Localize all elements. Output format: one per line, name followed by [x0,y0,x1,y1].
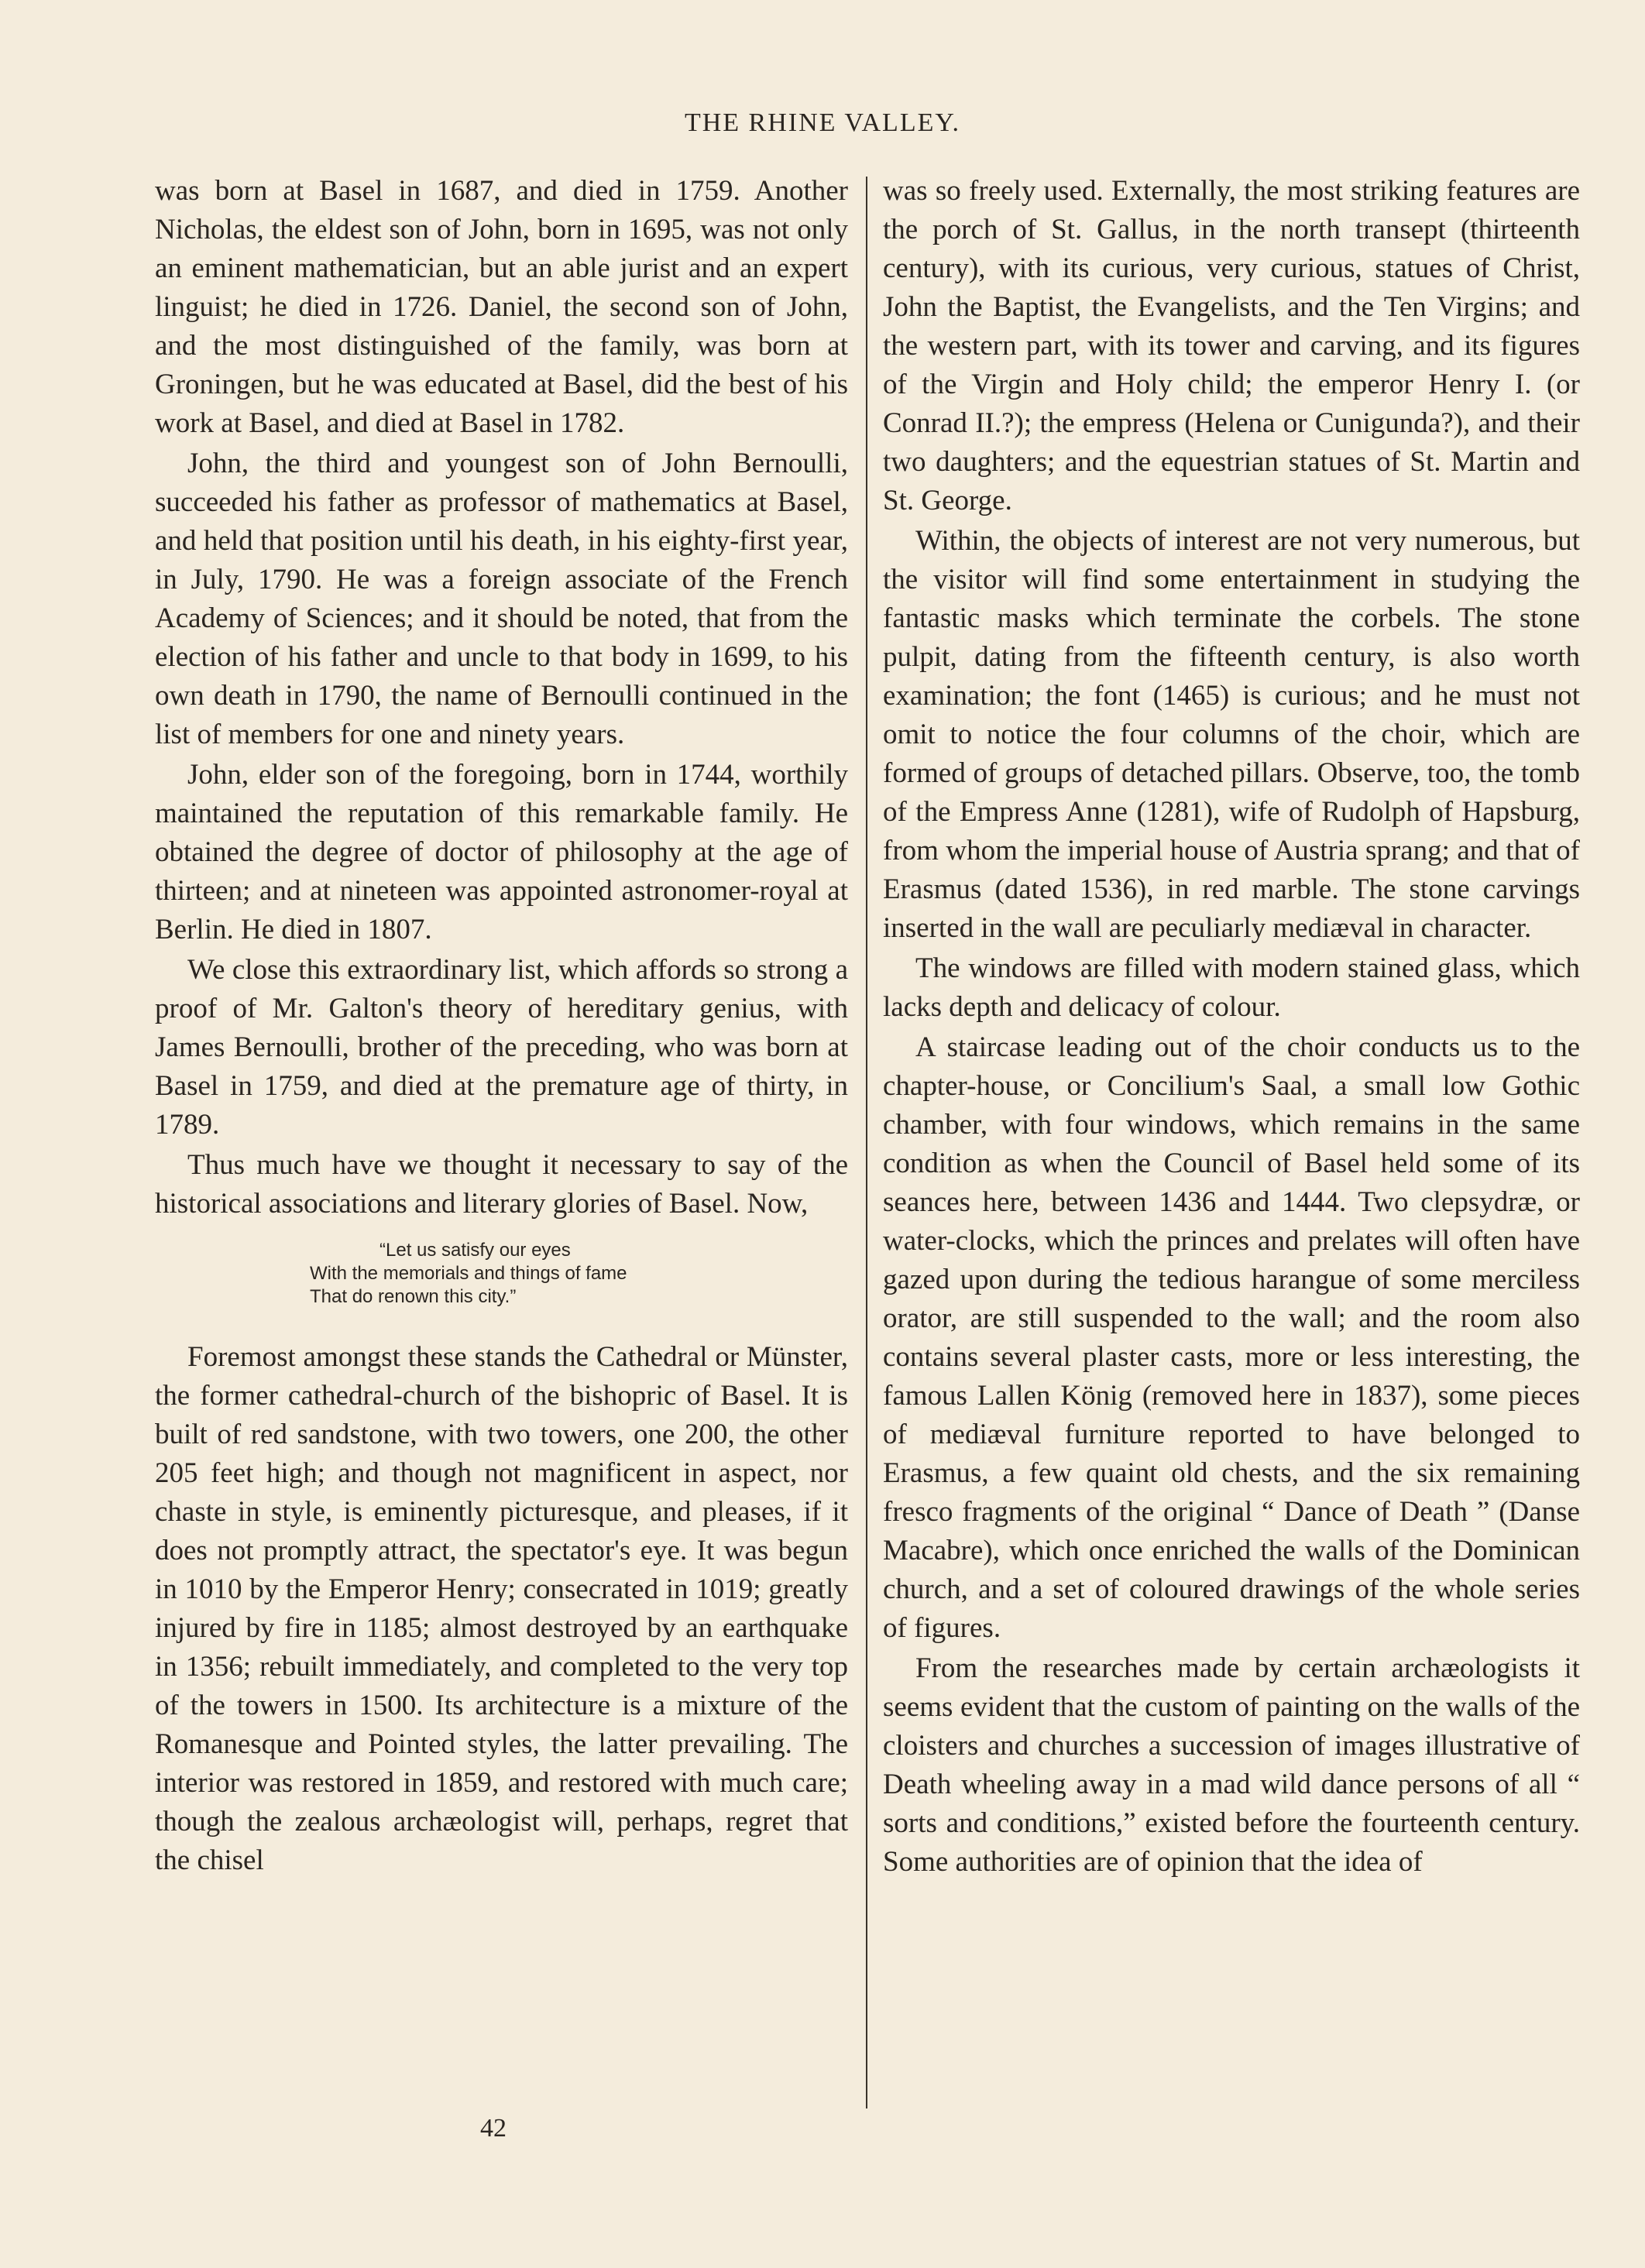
right-column [883,172,1580,1883]
paragraph: John, the third and youngest son of John Bernoulli, succeeded his father as professor of mathematics at Basel, and held that position until his death, in his eighty-first year, in July, 1790. He was a foreign associate of the French Academy of Sciences; and it should be noted, that from the election of his father and uncle to that body in 1699, to his own death in 1790, the name of Bernoulli continued in the list of members for one and ninety years. [155,448,848,750]
left-column [155,172,848,1882]
page-number: 42 [480,2114,507,2143]
paragraph: We close this extraordinary list, which affords so strong a proof of Mr. Galton's theory of hereditary genius, with James Bernoulli, brother of the preceding, who was born at Basel in 1759, and died at the premature age of thirty, in 1789. [155,954,848,1141]
paragraph: was so freely used. Externally, the most striking features are the porch of St. Gallus, in the north transept (thirteenth century), with its curious, very curious, statues of Christ, John the Baptist, the Evangelists, and the Ten Virgins; and the western part, with its tower and carving, and its figures of the Virgin and Holy child; the emperor Henry I. (or Conrad II.?); the empress (Helena or Cunigunda?), and their two daughters; and the equestrian statues of St. Martin and St. George. [883,175,1580,516]
quote-line: “Let us satisfy our eyes [379,1240,571,1261]
quote-line: That do renown this city.” [310,1286,517,1307]
quote-line: With the memorials and things of fame [310,1263,627,1284]
paragraph: A staircase leading out of the choir conducts us to the chapter-house, or Concilium's Saal, a small low Gothic chamber, with four windows, which remains in the same condition as when the Council of Basel held some of its seances here, between 1436 and 1444. Two clepsydræ, or water-clocks, which the princes and prelates will often have gazed upon during the tedious harangue of some merciless orator, are still suspended to the wall; and the room also contains several plaster casts, more or less interesting, the famous Lallen König (removed here in 1837), some pieces of mediæval furniture reported to have belonged to Erasmus, a few quaint old chests, and the six remaining fresco fragments of the original “ Dance of Death ” (Danse Macabre), which once enriched the walls of the Dominican church, and a set of coloured drawings of the whole series of figures. [883,1031,1580,1644]
paragraph: From the researches made by certain archæologists it seems evident that the custom of painting on the walls of the cloisters and churches a succession of images illustrative of Death wheeling away in a mad wild dance persons of all “ sorts and conditions,” existed before the fourteenth century. Some authorities are of opinion that the idea of [883,1652,1580,1878]
running-head: THE RHINE VALLEY. [684,108,961,137]
paragraph: John, elder son of the foregoing, born in 1744, worthily maintained the reputation of this remarkable family. He obtained the degree of doctor of philosophy at the age of thirteen; and at nineteen was appointed astronomer-royal at Berlin. He died in 1807. [155,759,848,945]
paragraph: Within, the objects of interest are not very numerous, but the visitor will find some entertainment in studying the fantastic masks which terminate the corbels. The stone pulpit, dating from the fifteenth century, is also worth examination; the font (1465) is curious; and he must not omit to notice the four columns of the choir, which are formed of groups of detached pillars. Observe, too, the tomb of the Empress Anne (1281), wife of Rudolph of Hapsburg, from whom the imperial house of Austria sprang; and that of Erasmus (dated 1536), in red marble. The stone carvings inserted in the wall are peculiarly mediæval in character. [883,525,1580,944]
paragraph: was born at Basel in 1687, and died in 1759. Another Nicholas, the eldest son of John, born in 1695, was not only an eminent mathematician, but an able jurist and an expert linguist; he died in 1726. Daniel, the second son of John, and the most distinguished of the family, was born at Groningen, but he was educated at Basel, did the best of his work at Basel, and died at Basel in 1782. [155,175,848,439]
paragraph: Foremost amongst these stands the Cathedral or Münster, the former cathedral-church of the bishopric of Basel. It is built of red sandstone, with two towers, one 200, the other 205 feet high; and though not magnificent in aspect, nor chaste in style, is eminently picturesque, and pleases, if it does not promptly attract, the spectator's eye. It was begun in 1010 by the Emperor Henry; consecrated in 1019; greatly injured by fire in 1185; almost destroyed by an earthquake in 1356; rebuilt immediately, and completed to the very top of the towers in 1500. Its architecture is a mixture of the Romanesque and Pointed styles, the latter prevailing. The interior was restored in 1859, and restored with much care; though the zealous archæologist will, perhaps, regret that the chisel [155,1341,848,1876]
verse-quote [155,1239,848,1309]
paragraph: The windows are filled with modern stained glass, which lacks depth and delicacy of colour. [883,952,1580,1023]
paragraph: Thus much have we thought it necessary to say of the historical associations and literary glories of Basel. Now, [155,1149,848,1220]
column-rule [866,177,867,2108]
